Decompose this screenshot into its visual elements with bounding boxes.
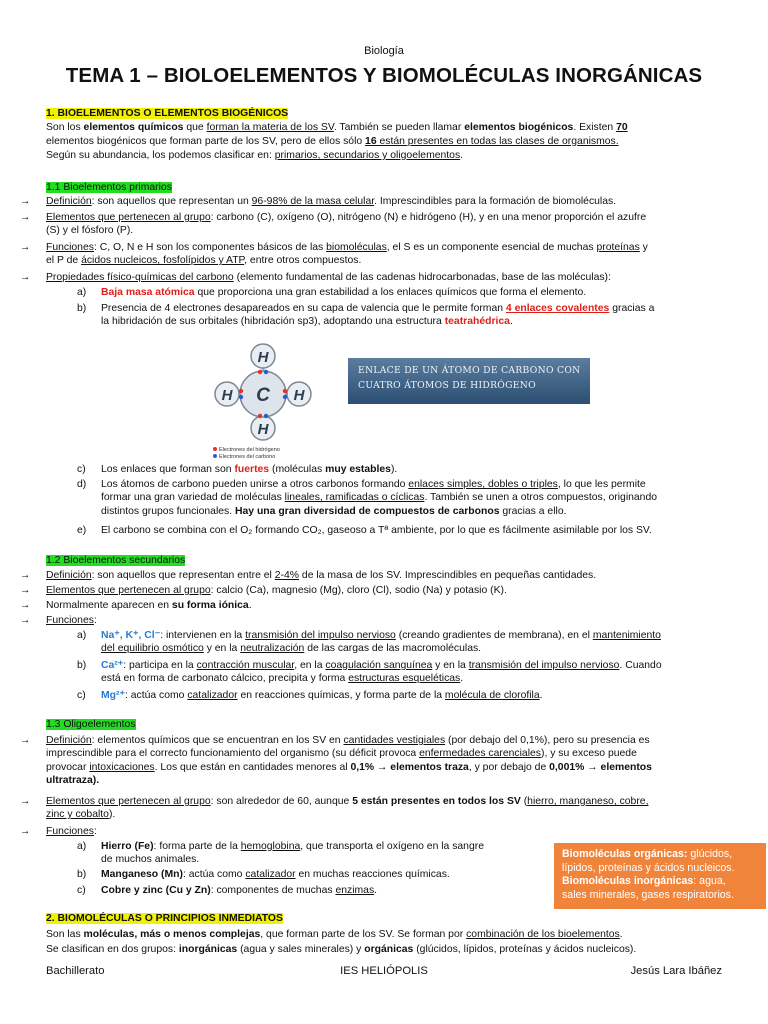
oligo-functions: → Funciones: [20,826,97,837]
hydrogen-atom-top [251,344,275,368]
footer-right: Jesús Lara Ibáñez [630,965,722,977]
section-1-3-heading: 1.3 Oligoelementos [46,719,136,730]
carbon-property-e: e) El carbono se combina con el O₂ formando CO₂, gaseoso a Tª ambiente, por lo que es fácilmente asimilable por los SV. [77,525,652,536]
secondary-function-b: b) Ca²⁺: participa en la contracción muscular, en la coagulación sanguínea y en la transmisión del impulso nervioso. Cuando está en forma de carbonato cálcico, precipita y forma estructuras esqueléticas. [77,660,662,685]
legend-dot-carbon [213,454,217,458]
arrow-icon: → [20,796,31,807]
svg-text:H: H [257,421,269,438]
section-2-heading: 2. BIOMOLÉCULAS O PRINCIPIOS INMEDIATOS [46,913,283,924]
legend-dot-hydrogen [213,447,217,451]
primary-definition: → Definición: son aquellos que representan un 96-98% de la masa celular. Imprescindibles para la formación de biomoléculas. [20,196,617,207]
carbon-properties: → Propiedades físico-químicas del carbono (elemento fundamental de las cadenas hidrocarbonadas, base de las moléculas): [20,272,611,283]
secondary-functions: → Funciones: [20,615,97,626]
secondary-function-a: a) Na⁺, K⁺, Cl⁻: intervienen en la transmisión del impulso nervioso (creando gradientes de membrana), en el mantenimiento del equilibrio osmótico y en la neutralización de las cargas de las macromoléculas. [77,630,661,655]
page-title: TEMA 1 – BIOLOELEMENTOS Y BIOMOLÉCULAS INORGÁNICAS [65,64,703,87]
section-1-heading: 1. BIOELEMENTOS O ELEMENTOS BIOGÉNICOS [46,108,289,119]
svg-text:C: C [256,385,270,406]
secondary-ionic: → Normalmente aparecen en su forma iónica. [20,600,252,611]
oligo-function-b: b) Manganeso (Mn): actúa como catalizador en muchas reacciones químicas. [77,869,450,880]
carbon-property-b: b) Presencia de 4 electrones desapareados en su capa de valencia que le permite forman 4 enlaces covalentes gracias a la hibridación de sus orbitales (hibridación sp3), adoptando una estructura teatrahédrica. [77,303,655,328]
svg-text:H: H [293,387,305,404]
hydrogen-atom-bottom [251,416,275,440]
arrow-icon: → [20,585,31,596]
hydrogen-atom-left [215,382,239,406]
arrow-icon: → [20,615,31,626]
svg-text:H: H [257,349,269,366]
arrow-icon: → [20,600,31,611]
svg-text:Electrones del carbono: Electrones del carbono [219,454,276,460]
section-1-1-heading: 1.1 Bioelementos primarios [46,182,172,193]
carbon-property-a: a) Baja masa atómica que proporciona una gran estabilidad a los enlaces químicos que forma el elemento. [77,287,587,298]
footer-left: Bachillerato [46,965,105,977]
arrow-icon: → [20,196,31,207]
oligo-function-a: a) Hierro (Fe): forma parte de la hemoglobina, que transporta el oxígeno en la sangre de muchos animales. [77,841,484,866]
section-1-2-heading: 1.2 Bioelementos secundarios [46,555,186,566]
carbon-atom [240,371,286,417]
hydrogen-atom-right [287,382,311,406]
arrow-icon: → [20,242,31,253]
svg-text:Electrones del hidrógeno: Electrones del hidrógeno [219,447,280,453]
footer-center: IES HELIÓPOLIS [340,965,428,977]
primary-group: → Elementos que pertenecen al grupo: carbono (C), oxígeno (O), nitrógeno (N) e hidrógeno (H), y en una menor proporción el azufre (S) y el fósforo (P). [20,212,647,237]
section-2-line2: Se clasifican en dos grupos: inorgánicas (agua y sales minerales) y orgánicas (glúcidos, lípidos, proteínas y ácidos nucleicos). [46,944,637,955]
section-1-paragraph-line3: Según su abundancia, los podemos clasificar en: primarios, secundarios y oligoelementos. [46,150,464,161]
section-1-paragraph-line2: elementos biogénicos que forman parte de los SV, pero de ellos sólo 16 están presentes en todas las clases de organismos. [46,136,619,147]
arrow-icon: → [20,272,31,283]
oligo-group: → Elementos que pertenecen al grupo: son alrededor de 60, aunque 5 están presentes en todos los SV (hierro, manganeso, cobre, zinc y cobalto). [20,796,649,821]
secondary-function-c: c) Mg²⁺: actúa como catalizador en reacciones químicas, y forma parte de la molécula de clorofila. [77,690,543,701]
oligo-function-c: c) Cobre y zinc (Cu y Zn): componentes de muchas enzimas. [77,885,378,896]
oligo-definition: → Definición: elementos químicos que se encuentran en los SV en cantidades vestigiales (por debajo del 0,1%), pero su presencia es imprescindible para el correcto funcionamiento del organismo (su déficit provoca enfermedades carenciales), y su exceso puede provocar intoxicaciones. Los que están en cantidades menores al 0,1% → elementos traza, y por debajo de 0,001% → elementos ultratraza). [20,735,652,787]
section-2-line1: Son las moléculas, más o menos complejas, que forman parte de los SV. Se forman por combinación de los bioelementos. [46,929,623,940]
secondary-group: → Elementos que pertenecen al grupo: calcio (Ca), magnesio (Mg), cloro (Cl), sodio (Na) y potasio (K). [20,585,507,596]
carbon-bond-diagram [200,338,330,460]
secondary-definition: → Definición: son aquellos que representan entre el 2-4% de la masa de los SV. Imprescindibles en pequeñas cantidades. [20,570,597,581]
svg-text:H: H [221,387,233,404]
carbon-property-c: c) Los enlaces que forman son fuertes (moléculas muy estables). [77,464,398,475]
primary-functions: → Funciones: C, O, N e H son los componentes básicos de las biomoléculas, el S es un componente esencial de muchas proteínas y el P de ácidos nucleicos, fosfolípidos y ATP, entre otros compuestos. [20,242,648,267]
diagram-caption-banner: ENLACE DE UN ÁTOMO DE CARBONO CON CUATRO ÁTOMOS DE HIDRÓGENO [348,358,590,404]
arrow-icon: → [20,212,31,223]
section-1-paragraph: Son los elementos químicos que forman la materia de los SV. También se pueden llamar elementos biogénicos. Existen 70 [46,122,628,133]
arrow-icon: → [20,826,31,837]
arrow-icon: → [20,570,31,581]
subject-label: Biología [364,45,404,57]
arrow-icon: → [20,735,31,746]
carbon-property-d: d) Los átomos de carbono pueden unirse a otros carbonos formando enlaces simples, dobles o triples, lo que les permite formar una gran variedad de moléculas lineales, ramificadas o cíclicas. También se unen a otros compuestos, originando distintos grupos funcionales. Hay una gran diversidad de compuestos de carbonos gracias a ello. [77,479,658,517]
biomolecules-summary-box: Biomoléculas orgánicas: glúcidos, lípidos, proteínas y ácidos nucleicos. Biomoléculas inorgánicas: agua, sales minerales, gases respiratorios. [554,843,766,909]
